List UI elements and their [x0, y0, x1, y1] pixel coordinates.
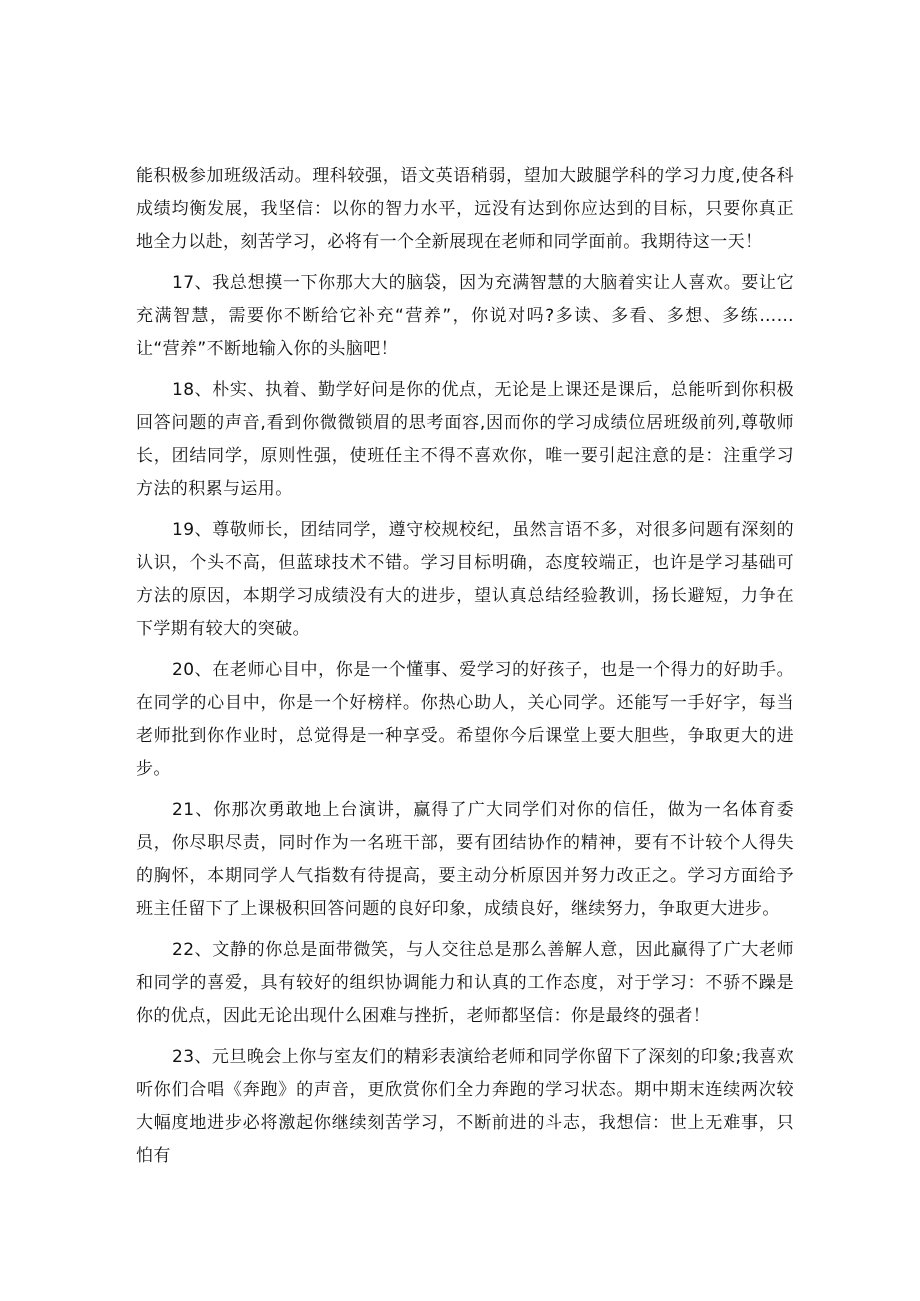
document-body — [136, 160, 794, 1181]
paragraph-20: 20、在老师心目中，你是一个懂事、爱学习的好孩子，也是一个得力的好助手。在同学的心目中，你是一个好榜样。你热心助人，关心同学。还能写一手好字，每当老师批到你作业时，总觉得是一种享受。希望你今后课堂上要大胆些，争取更大的进步。 — [136, 660, 794, 779]
paragraph-continued: 能积极参加班级活动。理科较强，语文英语稍弱，望加大跛腿学科的学习力度,使各科成绩均衡发展，我坚信：以你的智力水平，远没有达到你应达到的目标，只要你真正地全力以赴，刻苦学习，必将有一个全新展现在老师和同学面前。我期待这一天！ — [136, 166, 794, 252]
paragraph-23: 23、元旦晚会上你与室友们的精彩表演给老师和同学你留下了深刻的印象;我喜欢听你们合唱《奔跑》的声音，更欣赏你们全力奔跑的学习状态。期中期末连续两次较大幅度地进步必将激起你继续刻苦学习，不断前进的斗志，我想信：世上无难事，只怕有 — [136, 1047, 794, 1166]
paragraph-17: 17、我总想摸一下你那大大的脑袋，因为充满智慧的大脑着实让人喜欢。要让它充满智慧，需要你不断给它补充“营养”，你说对吗?多读、多看、多想、多练……让“营养”不断地输入你的头脑吧！ — [136, 273, 794, 359]
paragraph-18: 18、朴实、执着、勤学好问是你的优点，无论是上课还是课后，总能听到你积极回答问题的声音,看到你微微锁眉的思考面容,因而你的学习成绩位居班级前列,尊敬师长，团结同学，原则性强，使班任主不得不喜欢你，唯一要引起注意的是：注重学习方法的积累与运用。 — [136, 380, 794, 499]
paragraph-19: 19、尊敬师长，团结同学，遵守校规校纪，虽然言语不多，对很多问题有深刻的认识，个头不高，但蓝球技术不错。学习目标明确，态度较端正，也许是学习基础可方法的原因，本期学习成绩没有大的进步，望认真总结经验教训，扬长避短，力争在下学期有较大的突破。 — [136, 520, 794, 639]
paragraph-21: 21、你那次勇敢地上台演讲，赢得了广大同学们对你的信任，做为一名体育委员，你尽职尽责，同时作为一名班干部，要有团结协作的精神，要有不计较个人得失的胸怀，本期同学人气指数有待提高，要主动分析原因并努力改正之。学习方面给予班主任留下了上课极积回答问题的良好印象，成绩良好，继续努力，争取更大进步。 — [136, 800, 794, 919]
paragraph-22: 22、文静的你总是面带微笑，与人交往总是那么善解人意，因此赢得了广大老师和同学的喜爱，具有较好的组织协调能力和认真的工作态度，对于学习：不骄不躁是你的优点，因此无论出现什么困难与挫折，老师都坚信：你是最终的强者！ — [136, 940, 794, 1026]
